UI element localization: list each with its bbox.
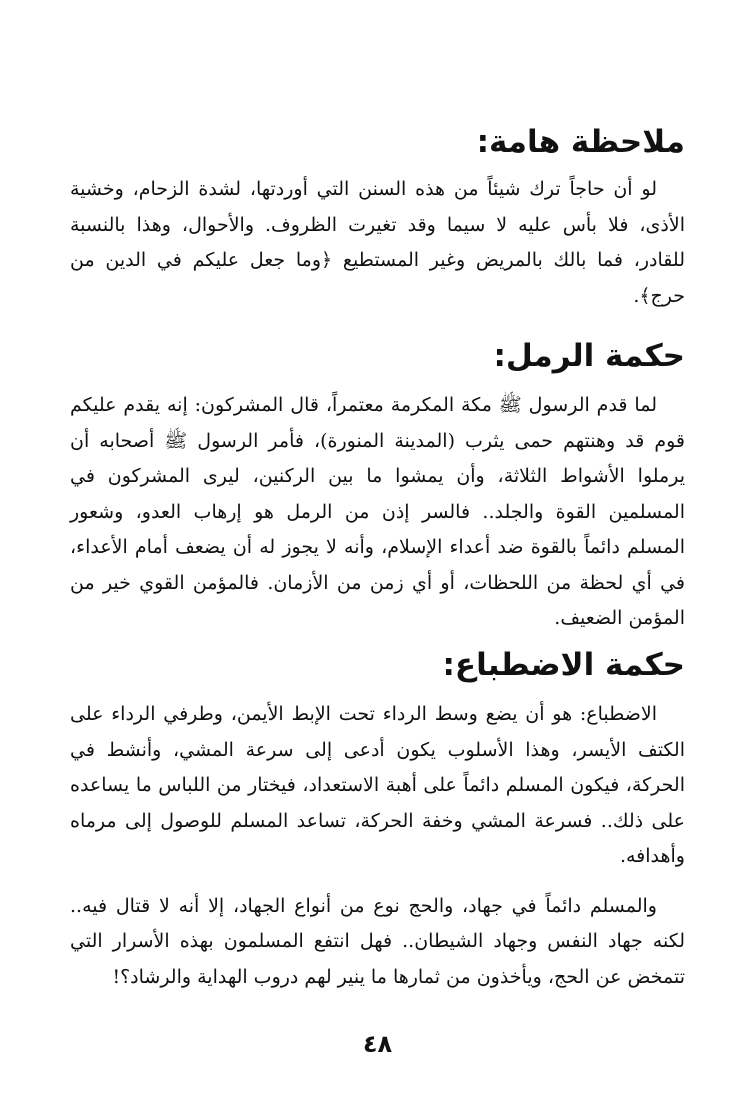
section-ramal-wisdom xyxy=(70,336,685,637)
paragraph: لما قدم الرسول ﷺ مكة المكرمة معتمراً، قال المشركون: إنه يقدم عليكم قوم قد وهنتهم حمى يثرب (المدينة المنورة)، فأمر الرسول ﷺ أصحابه أن يرملوا الأشواط الثلاثة، وأن يمشوا ما بين الركنين، ليرى المشركون في المسلمين القوة والجلد.. فالسر إذن من الرمل هو إرهاب العدو، وشعور المسلم دائماً بالقوة ضد أعداء الإسلام، وأنه لا يجوز له أن يضعف أمام الأعداء، في أي لحظة من اللحظات، أو أي زمن من الأزمان. فالمؤمن القوي خير من المؤمن الضعيف. xyxy=(70,394,685,629)
paragraph: لو أن حاجاً ترك شيئاً من هذه السنن التي أوردتها، لشدة الزحام، وخشية الأذى، فلا بأس عليه لا سيما وقد تغيرت الظروف. والأحوال، وهذا بالنسبة للقادر، فما بالك بالمريض وغير المستطيع ﴿وما جعل عليكم في الدين من حرج﴾. xyxy=(70,178,685,307)
section-heading: ملاحظة هامة: xyxy=(476,124,685,160)
paragraph: الاضطباع: هو أن يضع وسط الرداء تحت الإبط الأيمن، وطرفي الرداء على الكتف الأيسر، وهذا الأسلوب يكون أدعى إلى سرعة المشي، وأنشط في الحركة، فيكون المسلم دائماً على أهبة الاستعداد، فيختار من اللباس ما يساعده على ذلك.. فسرعة المشي وخفة الحركة، تساعد المسلم للوصول إلى مرماه وأهدافه. xyxy=(70,703,685,867)
section-important-note xyxy=(70,122,685,314)
section-heading: حكمة الرمل: xyxy=(493,338,685,374)
section-idtiba-wisdom xyxy=(70,645,685,995)
page-number: ٤٨ xyxy=(362,1030,393,1058)
paragraph: والمسلم دائماً في جهاد، والحج نوع من أنواع الجهاد، إلا أنه لا قتال فيه.. لكنه جهاد النفس وجهاد الشيطان.. فهل انتفع المسلمون بهذه الأسرار التي تتمخض عن الحج، ويأخذون من ثمارها ما ينير لهم دروب الهداية والرشاد؟! xyxy=(70,894,685,988)
section-heading: حكمة الاضطباع: xyxy=(442,647,685,683)
